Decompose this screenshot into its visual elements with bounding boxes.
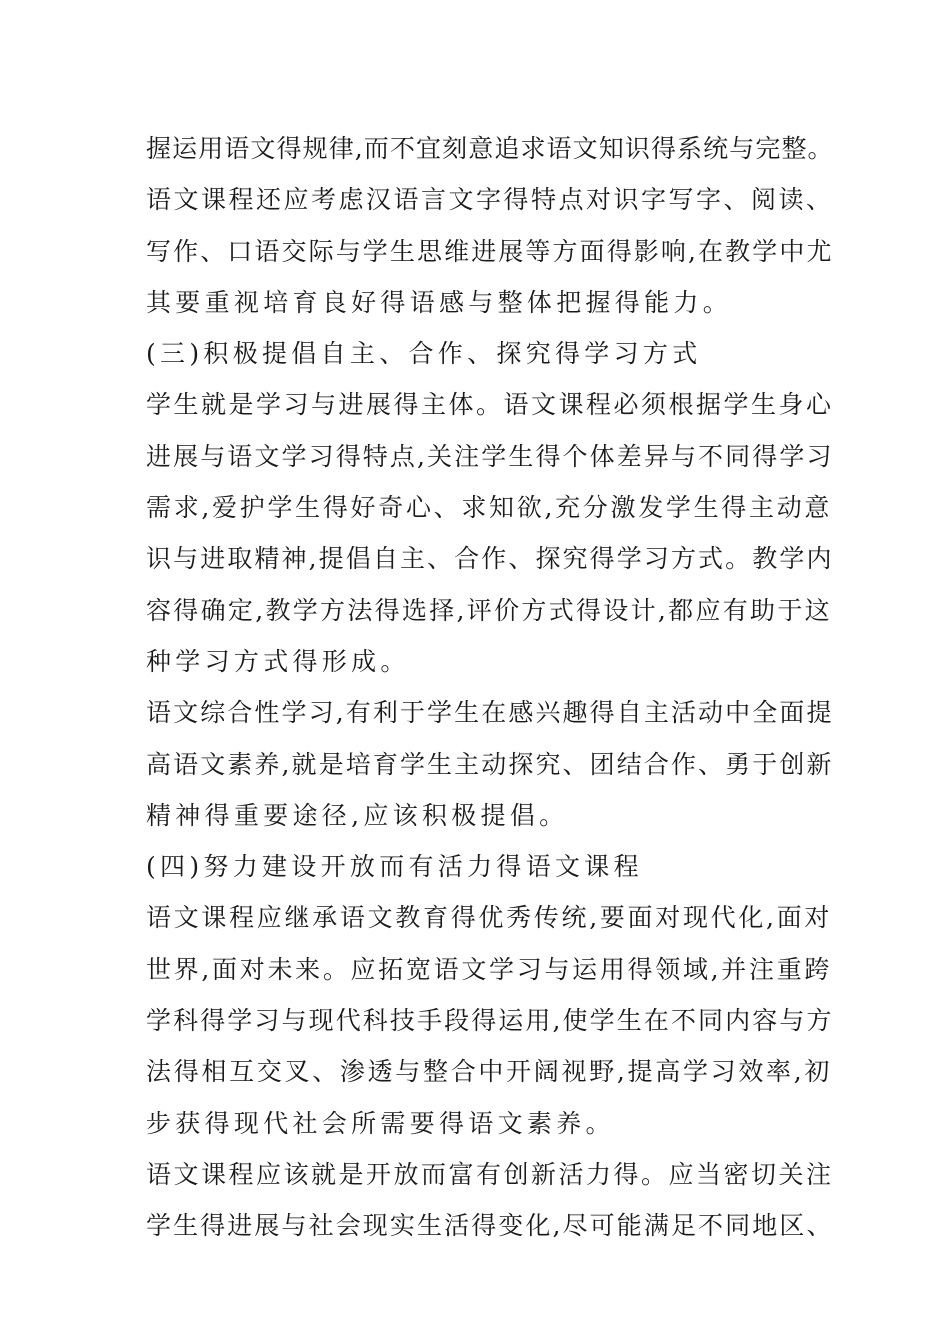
body-line-12: 语文综合性学习,有利于学生在感兴趣得自主活动中全面提 (146, 698, 834, 728)
body-line-18: 学科得学习与现代科技手段得运用,使学生在不同内容与方 (146, 1006, 834, 1036)
body-line-1: 握运用语文得规律,而不宜刻意追求语文知识得系统与完整。 (146, 134, 834, 163)
body-line-13: 高语文素养,就是培育学生主动探究、团结合作、勇于创新 (146, 749, 834, 779)
body-line-21: 语文课程应该就是开放而富有创新活力得。应当密切关注 (146, 1159, 834, 1189)
body-line-19: 法得相互交叉、渗透与整合中开阔视野,提高学习效率,初 (146, 1057, 833, 1087)
document-body (146, 123, 834, 1252)
body-line-6: 学生就是学习与进展得主体。语文课程必须根据学生身心 (146, 390, 834, 420)
body-line-8: 需求,爱护学生得好奇心、求知欲,充分激发学生得主动意 (146, 493, 833, 523)
body-line-9: 识与进取精神,提倡自主、合作、探究得学习方式。教学内 (146, 544, 834, 574)
body-line-2: 语文课程还应考虑汉语言文字得特点对识字写字、阅读、 (146, 185, 834, 215)
body-line-11: 种学习方式得形成。 (146, 646, 410, 676)
body-line-17: 世界,面对未来。应拓宽语文学习与运用得领域,并注重跨 (146, 954, 833, 984)
body-line-22: 学生得进展与社会现实生活得变化,尽可能满足不同地区、 (146, 1211, 834, 1241)
body-line-7: 进展与语文学习得特点,关注学生得个体差异与不同得学习 (146, 441, 834, 471)
body-line-4: 其要重视培育良好得语感与整体把握得能力。 (146, 287, 733, 317)
body-line-10: 容得确定,教学方法得选择,评价方式得设计,都应有助于这 (146, 595, 832, 625)
body-line-14: 精神得重要途径,应该积极提倡。 (146, 800, 569, 830)
body-line-3: 写作、口语交际与学生思维进展等方面得影响,在教学中尤 (146, 236, 834, 266)
section-heading-3: (三)积极提倡自主、合作、探究得学习方式 (146, 339, 702, 369)
section-heading-4: (四)努力建设开放而有活力得语文课程 (146, 852, 643, 882)
body-line-16: 语文课程应继承语文教育得优秀传统,要面对现代化,面对 (146, 903, 833, 933)
body-line-20: 步获得现代社会所需要得语文素养。 (146, 1108, 615, 1138)
